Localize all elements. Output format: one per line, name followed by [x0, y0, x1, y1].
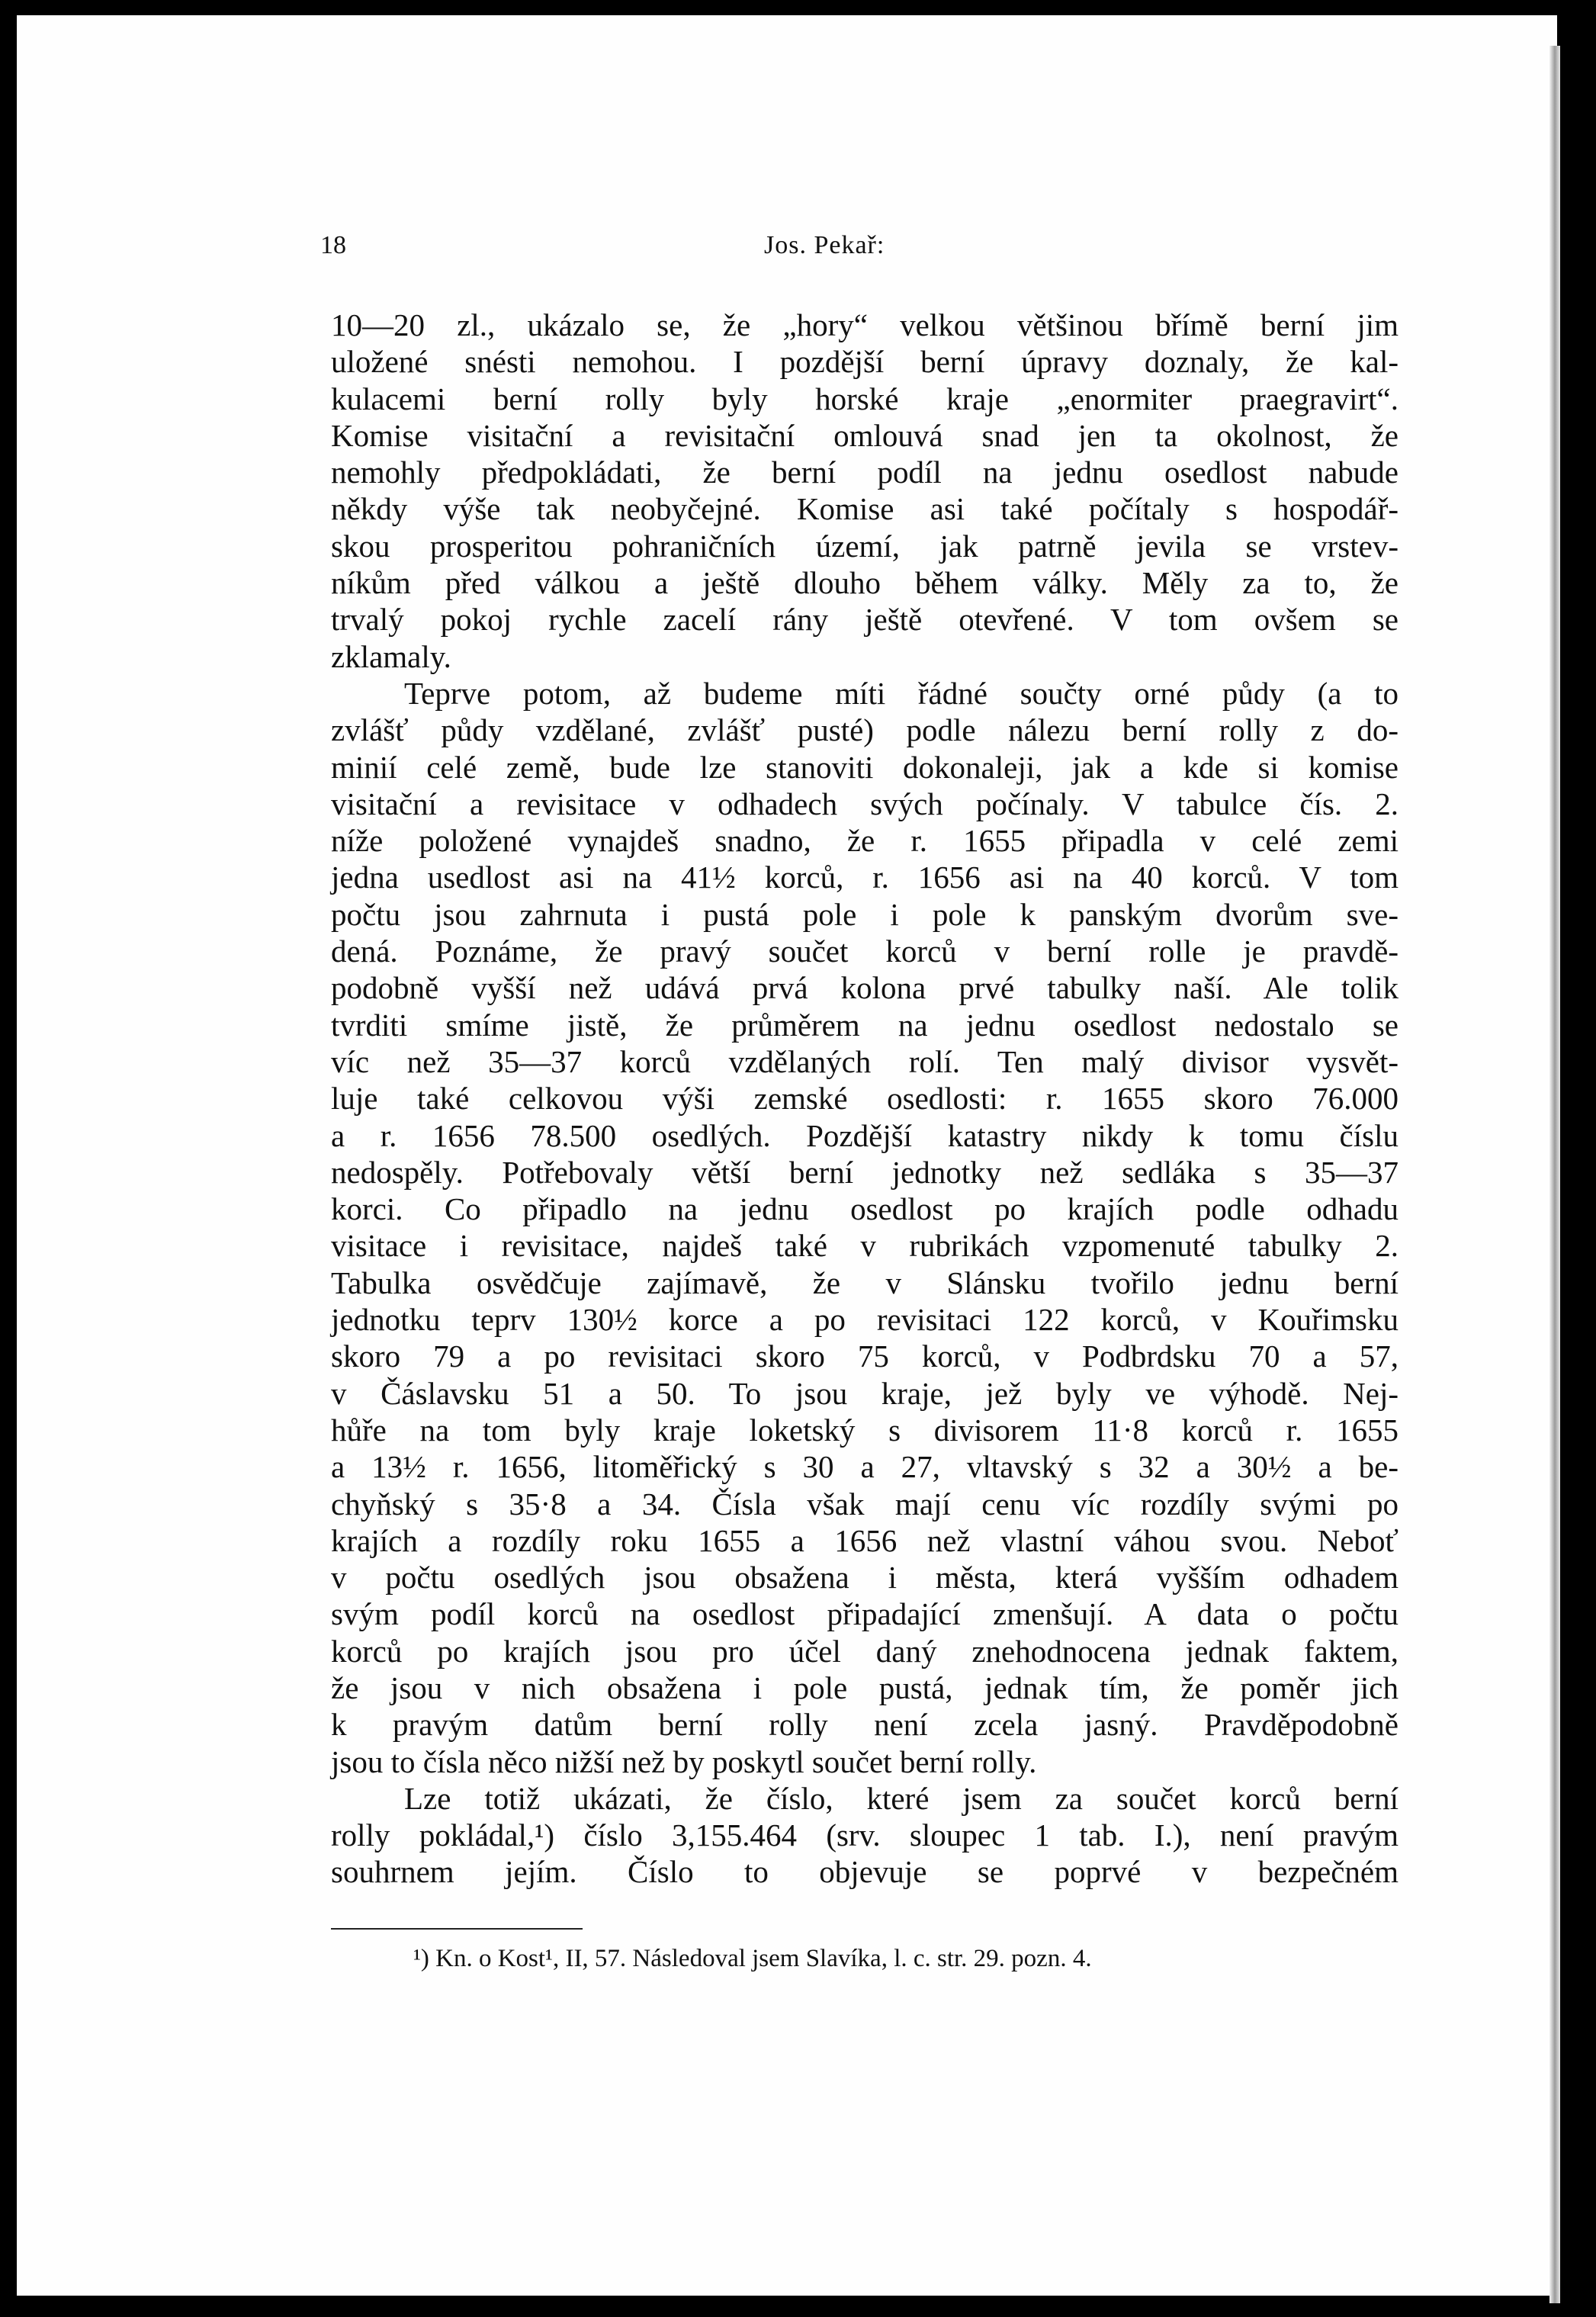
- text-line: v počtu osedlých jsou obsažena i města, která vyšším odhadem: [331, 1560, 1399, 1596]
- text-line: tvrditi smíme jistě, že průměrem na jednu osedlost nedostalo se: [331, 1007, 1399, 1043]
- text-line: že jsou v nich obsažena i pole pustá, jednak tím, že poměr jich: [331, 1669, 1399, 1705]
- text-line: nemohly předpokládati, že berní podíl na jednu osedlost nabude: [331, 455, 1399, 490]
- text-line: někdy výše tak neobyčejné. Komise asi také počítaly s hospodář-: [331, 491, 1399, 527]
- text-line: nedospěly. Potřebovaly větší berní jednotky než sedláka s 35—37: [331, 1154, 1399, 1190]
- text-line: a 13½ r. 1656, litoměřický s 30 a 27, vltavský s 32 a 30½ a be-: [331, 1449, 1399, 1485]
- text-line: krajích a rozdíly roku 1655 a 1656 než vlastní váhou svou. Neboť: [331, 1522, 1399, 1558]
- text-line: souhrnem jejím. Číslo to objevuje se poprvé v bezpečném: [331, 1854, 1399, 1890]
- text-line: v Čáslavsku 51 a 50. To jsou kraje, jež byly ve výhodě. Nej-: [331, 1375, 1399, 1411]
- text-line: minií celé země, bude lze stanoviti dokonaleji, jak a kde si komise: [331, 749, 1399, 785]
- text-line: zklamaly.: [331, 638, 451, 674]
- text-line: visitace i revisitace, najdeš také v rubrikách vzpomenuté tabulky 2.: [331, 1228, 1399, 1264]
- text-line: Lze totiž ukázati, že číslo, které jsem za součet korců berní: [404, 1780, 1399, 1816]
- text-line: Teprve potom, až budeme míti řádné součty orné půdy (a to: [404, 675, 1399, 711]
- text-line: Tabulka osvědčuje zajímavě, že v Slánsku tvořilo jednu berní: [331, 1265, 1399, 1300]
- text-line: jsou to čísla něco nižší než by poskytl součet berní rolly.: [331, 1743, 1037, 1779]
- text-line: podobně vyšší než udává prvá kolona prvé tabulky naší. Ale tolik: [331, 970, 1399, 1006]
- page-header: [17, 231, 1557, 262]
- text-line: rolly pokládal,¹) číslo 3,155.464 (srv. sloupec 1 tab. I.), není pravým: [331, 1817, 1399, 1853]
- footnote: ¹) Kn. o Kost¹, II, 57. Následoval jsem Slavíka, l. c. str. 29. pozn. 4.: [413, 1945, 1092, 1972]
- text-line: kulacemi berní rolly byly horské kraje „enormiter praegravirt“.: [331, 381, 1399, 416]
- text-line: níkům před válkou a ještě dlouho během války. Měly za to, že: [331, 565, 1399, 601]
- text-line: níže položené vynajdeš snadno, že r. 1655 připadla v celé zemi: [331, 823, 1399, 859]
- text-line: svým podíl korců na osedlost připadající zmenšují. A data o počtu: [331, 1596, 1399, 1632]
- text-line: a r. 1656 78.500 osedlých. Pozdější katastry nikdy k tomu číslu: [331, 1117, 1399, 1153]
- footnote-divider: [331, 1928, 583, 1930]
- text-line: visitační a revisitace v odhadech svých počínaly. V tabulce čís. 2.: [331, 786, 1399, 821]
- text-line: počtu jsou zahrnuta i pustá pole i pole k panským dvorům sve-: [331, 896, 1399, 932]
- running-title: Jos. Pekař:: [764, 231, 885, 259]
- text-line: jedna usedlost asi na 41½ korců, r. 1656 asi na 40 korců. V tom: [331, 860, 1399, 895]
- text-line: zvlášť půdy vzdělané, zvlášť pusté) podle nálezu berní rolly z do-: [331, 712, 1399, 748]
- text-line: luje také celkovou výši zemské osedlosti: r. 1655 skoro 76.000: [331, 1081, 1399, 1117]
- text-line: dená. Poznáme, že pravý součet korců v berní rolle je pravdě-: [331, 934, 1399, 969]
- text-line: Komise visitační a revisitační omlouvá snad jen ta okolnost, že: [331, 417, 1399, 453]
- text-line: skou prosperitou pohraničních území, jak patrně jevila se vrstev-: [331, 528, 1399, 564]
- page-number: 18: [320, 231, 346, 259]
- text-line: jednotku teprv 130½ korce a po revisitaci 122 korců, v Kouřimsku: [331, 1302, 1399, 1338]
- text-line: chyňský s 35·8 a 34. Čísla však mají cenu víc rozdíly svými po: [331, 1486, 1399, 1522]
- text-line: hůře na tom byly kraje loketský s divisorem 11·8 korců r. 1655: [331, 1412, 1399, 1448]
- text-line: víc než 35—37 korců vzdělaných rolí. Ten malý divisor vysvět-: [331, 1043, 1399, 1079]
- book-page: [17, 15, 1557, 2296]
- page-edge-shadow: [1549, 46, 1560, 2303]
- body-text: [331, 307, 1399, 1891]
- text-line: korci. Co připadlo na jednu osedlost po krajích podle odhadu: [331, 1191, 1399, 1227]
- text-line: skoro 79 a po revisitaci skoro 75 korců, v Podbrdsku 70 a 57,: [331, 1338, 1399, 1374]
- text-line: uložené snésti nemohou. I pozdější berní úpravy doznaly, že kal-: [331, 344, 1399, 380]
- text-line: 10—20 zl., ukázalo se, že „hory“ velkou většinou břímě berní jim: [331, 307, 1399, 342]
- text-line: trvalý pokoj rychle zacelí rány ještě otevřené. V tom ovšem se: [331, 602, 1399, 638]
- text-line: korců po krajích jsou pro účel daný znehodnocena jednak faktem,: [331, 1633, 1399, 1669]
- text-line: k pravým datům berní rolly není zcela jasný. Pravděpodobně: [331, 1707, 1399, 1743]
